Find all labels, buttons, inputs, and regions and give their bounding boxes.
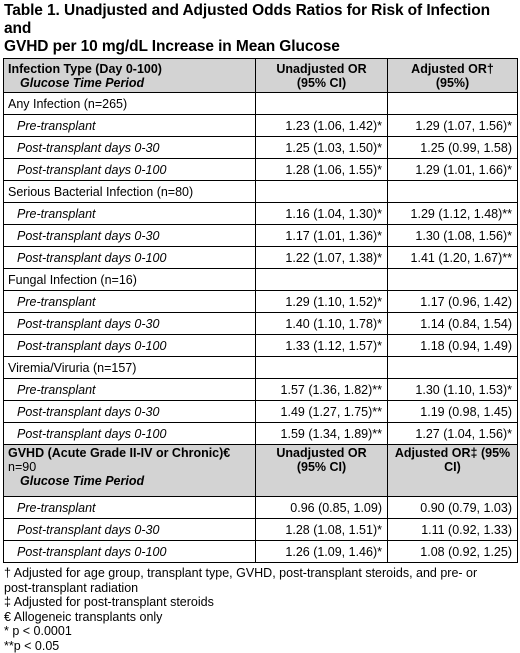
unadjusted-or-cell: 1.49 (1.27, 1.75)** (256, 401, 388, 423)
table-row (4, 115, 518, 137)
adjusted-or-cell: 1.08 (0.92, 1.25) (388, 541, 518, 563)
infection-group-label: Any Infection (n=265) (4, 93, 256, 115)
empty-cell (256, 93, 388, 115)
unadjusted-or-cell: 1.59 (1.34, 1.89)** (256, 423, 388, 445)
glucose-time-period-cell: Pre-transplant (4, 291, 256, 313)
unadjusted-or-cell: 1.17 (1.01, 1.36)* (256, 225, 388, 247)
footnote-line: **p < 0.05 (4, 639, 517, 653)
footnote-line: ‡ Adjusted for post-transplant steroids (4, 595, 517, 610)
header-gvhd-n: n=90 (8, 460, 251, 474)
adjusted-or-cell: 1.19 (0.98, 1.45) (388, 401, 518, 423)
table-row (4, 225, 518, 247)
footnotes (4, 566, 517, 653)
footnote-line: post-transplant radiation (4, 581, 517, 596)
adjusted-or-cell: 1.29 (1.01, 1.66)* (388, 159, 518, 181)
empty-cell (388, 269, 518, 291)
header-infection-type-label: Infection Type (Day 0-100) (8, 62, 162, 76)
header-adjusted-line1: Adjusted OR† (392, 62, 513, 76)
infection-group-label: Viremia/Viruria (n=157) (4, 357, 256, 379)
infection-group-label: Serious Bacterial Infection (n=80) (4, 181, 256, 203)
footnote-line: † Adjusted for age group, transplant type, GVHD, post-transplant steroids, and pre- or (4, 566, 517, 581)
header-gvhd-adjusted-line1: Adjusted OR‡ (95% (392, 446, 513, 460)
glucose-time-period-cell: Post-transplant days 0-30 (4, 313, 256, 335)
header-gvhd-unadjusted-line2: (95% CI) (260, 460, 383, 474)
adjusted-or-cell: 1.29 (1.12, 1.48)** (388, 203, 518, 225)
glucose-time-period-cell: Pre-transplant (4, 497, 256, 519)
glucose-time-period-cell: Post-transplant days 0-100 (4, 541, 256, 563)
header-adjusted-line2: (95%) (392, 76, 513, 90)
unadjusted-or-cell: 1.22 (1.07, 1.38)* (256, 247, 388, 269)
adjusted-or-cell: 1.11 (0.92, 1.33) (388, 519, 518, 541)
unadjusted-or-cell: 1.40 (1.10, 1.78)* (256, 313, 388, 335)
empty-cell (256, 269, 388, 291)
adjusted-or-cell: 1.14 (0.84, 1.54) (388, 313, 518, 335)
header-gvhd-glucose-time-period: Glucose Time Period (8, 474, 251, 488)
table-row (4, 203, 518, 225)
table-row (4, 159, 518, 181)
glucose-time-period-cell: Post-transplant days 0-100 (4, 247, 256, 269)
footnote-line: € Allogeneic transplants only (4, 610, 517, 625)
header-unadjusted-line1: Unadjusted OR (260, 62, 383, 76)
header-infection-type (4, 59, 256, 93)
adjusted-or-cell: 1.29 (1.07, 1.56)* (388, 115, 518, 137)
unadjusted-or-cell: 1.16 (1.04, 1.30)* (256, 203, 388, 225)
infection-group-row (4, 357, 518, 379)
adjusted-or-cell: 1.30 (1.10, 1.53)* (388, 379, 518, 401)
table-title (4, 2, 517, 56)
header-glucose-time-period: Glucose Time Period (8, 76, 251, 90)
glucose-time-period-cell: Post-transplant days 0-30 (4, 225, 256, 247)
title-line-2: GVHD per 10 mg/dL Increase in Mean Glucose (4, 38, 517, 56)
unadjusted-or-cell: 1.57 (1.36, 1.82)** (256, 379, 388, 401)
table-row (4, 497, 518, 519)
empty-cell (256, 181, 388, 203)
glucose-time-period-cell: Post-transplant days 0-100 (4, 423, 256, 445)
unadjusted-or-cell: 1.26 (1.09, 1.46)* (256, 541, 388, 563)
unadjusted-or-cell: 1.28 (1.06, 1.55)* (256, 159, 388, 181)
unadjusted-or-cell: 1.25 (1.03, 1.50)* (256, 137, 388, 159)
glucose-time-period-cell: Pre-transplant (4, 379, 256, 401)
header-unadjusted-line2: (95% CI) (260, 76, 383, 90)
odds-ratio-table (3, 58, 518, 563)
infection-group-label: Fungal Infection (n=16) (4, 269, 256, 291)
unadjusted-or-cell: 0.96 (0.85, 1.09) (256, 497, 388, 519)
header-gvhd (4, 445, 256, 497)
adjusted-or-cell: 1.17 (0.96, 1.42) (388, 291, 518, 313)
header-adjusted-or (388, 59, 518, 93)
glucose-time-period-cell: Pre-transplant (4, 115, 256, 137)
adjusted-or-cell: 1.25 (0.99, 1.58) (388, 137, 518, 159)
table-row (4, 137, 518, 159)
infection-body (4, 93, 518, 445)
infection-group-row (4, 93, 518, 115)
glucose-time-period-cell: Post-transplant days 0-30 (4, 137, 256, 159)
table-row (4, 423, 518, 445)
header-gvhd-unadjusted-line1: Unadjusted OR (260, 446, 383, 460)
header-gvhd-unadjusted-or (256, 445, 388, 497)
header-gvhd-label: GVHD (Acute Grade II-IV or Chronic)€ (8, 446, 251, 460)
footnote-line: * p < 0.0001 (4, 624, 517, 639)
infection-header-row (4, 59, 518, 93)
unadjusted-or-cell: 1.28 (1.08, 1.51)* (256, 519, 388, 541)
table-row (4, 313, 518, 335)
glucose-time-period-cell: Pre-transplant (4, 203, 256, 225)
table-row (4, 541, 518, 563)
glucose-time-period-cell: Post-transplant days 0-100 (4, 159, 256, 181)
adjusted-or-cell: 1.18 (0.94, 1.49) (388, 335, 518, 357)
adjusted-or-cell: 0.90 (0.79, 1.03) (388, 497, 518, 519)
table-row (4, 335, 518, 357)
unadjusted-or-cell: 1.33 (1.12, 1.57)* (256, 335, 388, 357)
table-row (4, 379, 518, 401)
glucose-time-period-cell: Post-transplant days 0-30 (4, 519, 256, 541)
empty-cell (388, 357, 518, 379)
table-row (4, 291, 518, 313)
gvhd-header-row (4, 445, 518, 497)
infection-group-row (4, 269, 518, 291)
glucose-time-period-cell: Post-transplant days 0-100 (4, 335, 256, 357)
adjusted-or-cell: 1.30 (1.08, 1.56)* (388, 225, 518, 247)
adjusted-or-cell: 1.27 (1.04, 1.56)* (388, 423, 518, 445)
title-line-1: Table 1. Unadjusted and Adjusted Odds Ratios for Risk of Infection and (4, 2, 517, 38)
empty-cell (388, 181, 518, 203)
infection-group-row (4, 181, 518, 203)
glucose-time-period-cell: Post-transplant days 0-30 (4, 401, 256, 423)
empty-cell (256, 357, 388, 379)
table-row (4, 401, 518, 423)
header-unadjusted-or (256, 59, 388, 93)
table-row (4, 519, 518, 541)
adjusted-or-cell: 1.41 (1.20, 1.67)** (388, 247, 518, 269)
unadjusted-or-cell: 1.29 (1.10, 1.52)* (256, 291, 388, 313)
header-gvhd-adjusted-line2: CI) (392, 460, 513, 474)
table-row (4, 247, 518, 269)
header-gvhd-adjusted-or (388, 445, 518, 497)
gvhd-body (4, 497, 518, 563)
empty-cell (388, 93, 518, 115)
unadjusted-or-cell: 1.23 (1.06, 1.42)* (256, 115, 388, 137)
